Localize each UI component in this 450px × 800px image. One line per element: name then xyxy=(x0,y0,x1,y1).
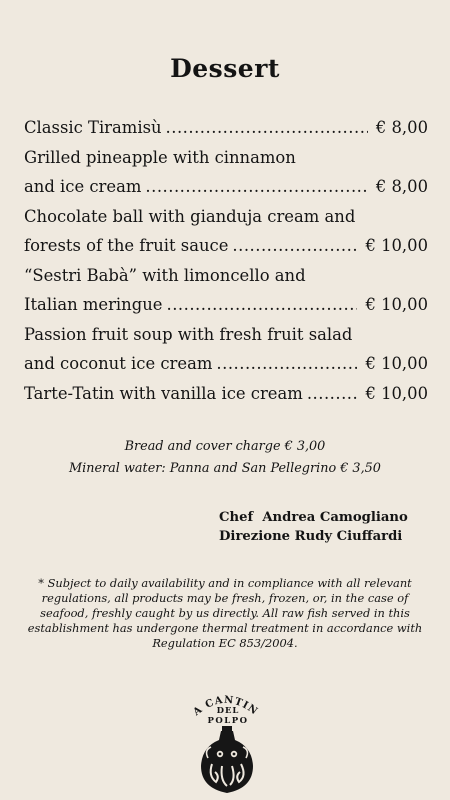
mineral-water: Mineral water: Panna and San Pellegrino € 3,50 xyxy=(69,461,381,476)
item-name: Classic Tiramisù xyxy=(24,118,162,137)
item-name: forests of the fruit sauce xyxy=(24,236,229,255)
cover-charge: Bread and cover charge € 3,00 xyxy=(124,439,326,454)
menu-item xyxy=(24,207,428,237)
dessert-list xyxy=(24,118,428,413)
dot-leader xyxy=(166,118,368,137)
chef-name: Chef Andrea Camogliano xyxy=(219,510,408,525)
octopus-bottle-logo-icon xyxy=(184,684,268,796)
item-price: € 10,00 xyxy=(365,383,428,403)
disclaimer-note: * Subject to daily availability and in compliance with all relevant regulations, all products may be fresh, frozen, or, in the case of seafood, freshly caught by us directly. All raw fish served in this establishment has undergone thermal treatment in accordance with Regulation EC 853/2004. xyxy=(27,576,423,650)
logo-line3: POLPO xyxy=(207,716,249,726)
menu-item xyxy=(24,236,428,266)
menu-item xyxy=(24,266,428,296)
menu-item xyxy=(24,354,428,384)
item-price: € 8,00 xyxy=(375,118,428,137)
menu-item xyxy=(24,177,428,207)
item-price: € 8,00 xyxy=(375,177,428,196)
dot-leader xyxy=(232,236,357,255)
dot-leader xyxy=(307,384,358,403)
menu-item xyxy=(24,295,428,325)
dot-leader xyxy=(145,177,367,196)
dot-leader xyxy=(166,295,357,314)
item-name: Tarte-Tatin with vanilla ice cream xyxy=(24,383,303,403)
menu-item xyxy=(24,148,428,178)
menu-item xyxy=(24,384,428,414)
item-name: and ice cream xyxy=(24,177,142,196)
item-name: Chocolate ball with gianduja cream and xyxy=(24,206,356,226)
menu-title: Dessert xyxy=(170,54,280,83)
item-price: € 10,00 xyxy=(365,354,428,373)
menu-item xyxy=(24,325,428,355)
menu-item xyxy=(24,118,428,148)
logo-line2: DEL xyxy=(216,706,240,716)
item-name: and coconut ice cream xyxy=(24,354,213,373)
staff-credits xyxy=(219,508,408,546)
extra-charges xyxy=(0,436,450,480)
logo-line1: A CANTIN xyxy=(191,694,260,719)
dot-leader xyxy=(216,354,357,373)
item-price: € 10,00 xyxy=(365,236,428,255)
item-name: Grilled pineapple with cinnamon xyxy=(24,147,296,167)
item-name: “Sestri Babà” with limoncello and xyxy=(24,265,306,285)
item-name: Italian meringue xyxy=(24,295,163,314)
item-price: € 10,00 xyxy=(365,295,428,314)
direction-name: Direzione Rudy Ciuffardi xyxy=(219,529,403,544)
item-name: Passion fruit soup with fresh fruit salad xyxy=(24,324,353,344)
